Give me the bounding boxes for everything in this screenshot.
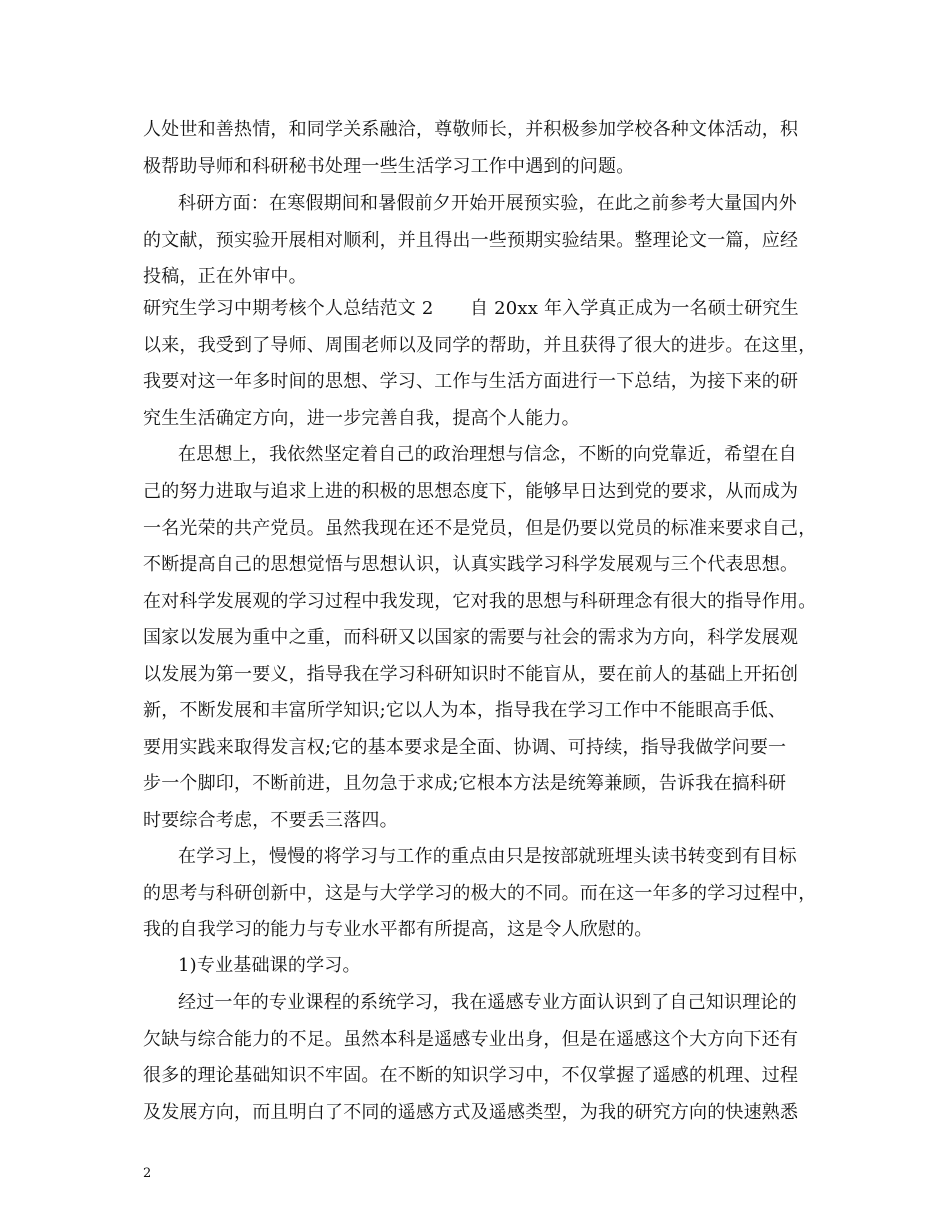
text-line: 研究生学习中期考核个人总结范文 2 自 20xx 年入学真正成为一名硕士研究生 — [143, 298, 799, 319]
text-line: 极帮助导师和科研秘书处理一些生活学习工作中遇到的问题。 — [143, 156, 635, 177]
text-line: 我的自我学习的能力与专业水平都有所提高，这是令人欣慰的。 — [143, 919, 653, 940]
text-line: 及发展方向，而且明白了不同的遥感方式及遥感类型，为我的研究方向的快速熟悉 — [143, 1102, 799, 1123]
text-line: 步一个脚印，不断前进，且勿急于求成;它根本方法是统筹兼顾，告诉我在搞科研 — [143, 773, 787, 794]
text-line: 国家以发展为重中之重，而科研又以国家的需要与社会的需求为方向，科学发展观 — [143, 627, 799, 648]
text-line: 的文献，预实验开展相对顺利，并且得出一些预期实验结果。整理论文一篇，应经 — [143, 230, 799, 251]
text-line: 以来，我受到了导师、周围老师以及同学的帮助，并且获得了很大的进步。在这里， — [143, 335, 817, 356]
text-line: 新，不断发展和丰富所学知识;它以人为本，指导我在学习工作中不能眼高手低、 — [143, 700, 787, 721]
text-line: 不断提高自己的思想觉悟与思想认识，认真实践学习科学发展观与三个代表思想。 — [143, 554, 799, 575]
text-line: 一名光荣的共产党员。虽然我现在还不是党员，但是仍要以党员的标准来要求自己， — [143, 518, 817, 539]
text-line: 己的努力进取与追求上进的积极的思想态度下，能够早日达到党的要求，从而成为 — [143, 481, 799, 502]
text-line: 科研方面：在寒假期间和暑假前夕开始开展预实验，在此之前参考大量国内外 — [178, 193, 797, 214]
text-line: 很多的理论基础知识不牢固。在不断的知识学习中，不仅掌握了遥感的机理、过程 — [143, 1065, 799, 1086]
text-line: 投稿，正在外审中。 — [143, 266, 307, 287]
text-line: 在对科学发展观的学习过程中我发现，它对我的思想与科研理念有很大的指导作用。 — [143, 591, 817, 612]
text-line: 人处世和善热情，和同学关系融洽，尊敬师长，并积极参加学校各种文体活动，积 — [143, 119, 799, 140]
text-line: 以发展为第一要义，指导我在学习科研知识时不能盲从，要在前人的基础上开拓创 — [143, 664, 799, 685]
text-line: 的思考与科研创新中，这是与大学学习的极大的不同。而在这一年多的学习过程中， — [143, 883, 817, 904]
text-line: 欠缺与综合能力的不足。虽然本科是遥感专业出身，但是在遥感这个大方向下还有 — [143, 1029, 799, 1050]
text-line: 在思想上，我依然坚定着自己的政治理想与信念，不断的向党靠近，希望在自 — [178, 444, 797, 465]
text-line: 究生生活确定方向，进一步完善自我，提高个人能力。 — [143, 408, 580, 429]
text-line: 时要综合考虑，不要丢三落四。 — [143, 810, 398, 831]
text-line: 经过一年的专业课程的系统学习，我在遥感专业方面认识到了自己知识理论的 — [178, 992, 797, 1013]
text-line: 我要对这一年多时间的思想、学习、工作与生活方面进行一下总结，为接下来的研 — [143, 371, 799, 392]
text-line: 在学习上，慢慢的将学习与工作的重点由只是按部就班埋头读书转变到有目标 — [178, 846, 797, 867]
text-line: 要用实践来取得发言权;它的基本要求是全面、协调、可持续，指导我做学问要一 — [143, 737, 787, 758]
page-number: 2 — [143, 1166, 152, 1181]
text-line: 1)专业基础课的学习。 — [178, 955, 361, 976]
